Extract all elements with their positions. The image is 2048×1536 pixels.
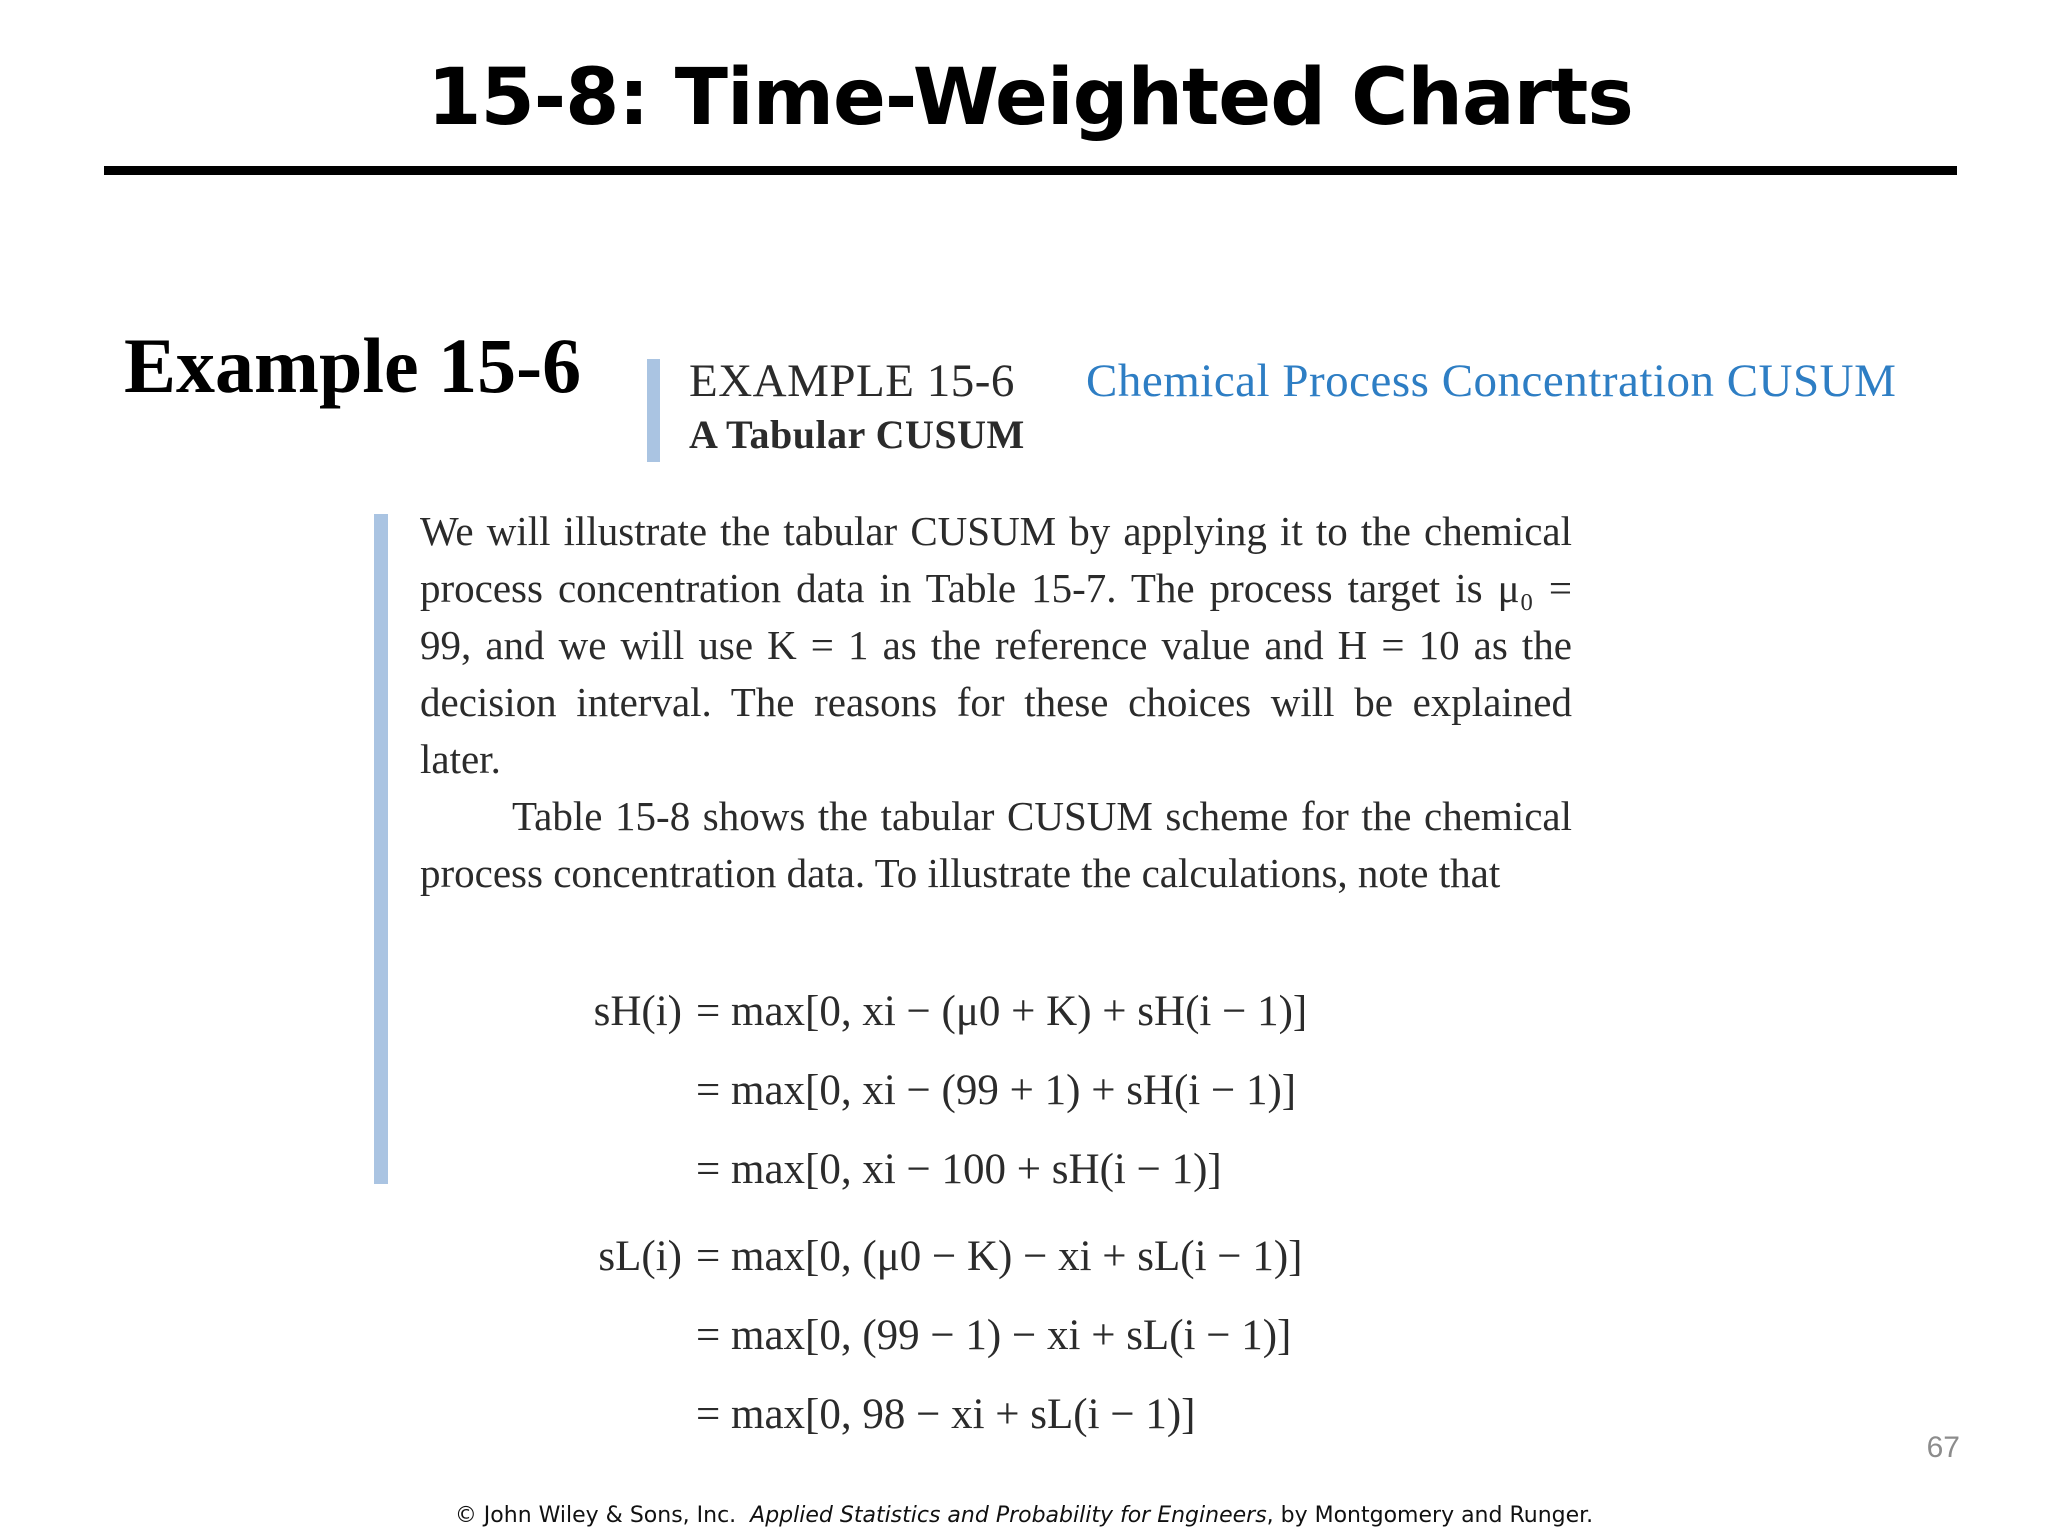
equation-row bbox=[560, 1296, 1302, 1375]
example-subheading: A Tabular CUSUM bbox=[689, 412, 1025, 457]
body-paragraph-1: We will illustrate the tabular CUSUM by applying it to the chemical process concentration data in Table 15-7. The process target is μ₀ = 99, and we will use K = 1 as the reference value and H = 10 as the decision interval. The reasons for these choices will be explained later. bbox=[420, 508, 1572, 782]
equation-rhs: = max[0, (μ0 − K) − xi + sL(i − 1)] bbox=[696, 1233, 1303, 1280]
equation-row bbox=[560, 1130, 1307, 1209]
equation-lhs: sH(i) bbox=[593, 988, 682, 1035]
equation-row bbox=[560, 1375, 1302, 1454]
example-label: Example 15-6 bbox=[124, 322, 582, 409]
example-heading: EXAMPLE 15-6 bbox=[689, 355, 1015, 407]
equation-row bbox=[560, 1217, 1302, 1296]
equation-lhs: sL(i) bbox=[598, 1233, 682, 1280]
example-topic: Chemical Process Concentration CUSUM bbox=[1086, 355, 1897, 407]
equation-row bbox=[560, 1051, 1307, 1130]
equation-rhs: = max[0, xi − (μ0 + K) + sH(i − 1)] bbox=[696, 988, 1308, 1035]
slide-title: 15-8: Time-Weighted Charts bbox=[427, 53, 1633, 143]
title-divider bbox=[104, 166, 1957, 175]
equation-rhs: = max[0, (99 − 1) − xi + sL(i − 1)] bbox=[696, 1312, 1292, 1359]
footer-credit bbox=[0, 1500, 2048, 1532]
upper-cusum-equations bbox=[560, 972, 1307, 1209]
equation-row bbox=[560, 972, 1307, 1051]
body-accent-bar bbox=[374, 514, 388, 1184]
body-paragraph-2: Table 15-8 shows the tabular CUSUM scheme for the chemical process concentration data. To illustrate the calculations, note that bbox=[420, 793, 1572, 896]
footer-copyright: © John Wiley & Sons, Inc. bbox=[454, 1503, 737, 1528]
footer-book-title: Applied Statistics and Probability for Engineers bbox=[750, 1503, 1267, 1528]
page-number: 67 bbox=[1926, 1431, 1960, 1464]
example-body bbox=[420, 503, 1572, 902]
equation-rhs: = max[0, xi − (99 + 1) + sH(i − 1)] bbox=[696, 1067, 1297, 1114]
footer-authors: , by Montgomery and Runger. bbox=[1266, 1503, 1594, 1528]
equation-rhs: = max[0, 98 − xi + sL(i − 1)] bbox=[696, 1391, 1196, 1438]
equation-rhs: = max[0, xi − 100 + sH(i − 1)] bbox=[696, 1146, 1222, 1193]
lower-cusum-equations bbox=[560, 1217, 1302, 1454]
example-header-accent-bar bbox=[647, 359, 660, 462]
